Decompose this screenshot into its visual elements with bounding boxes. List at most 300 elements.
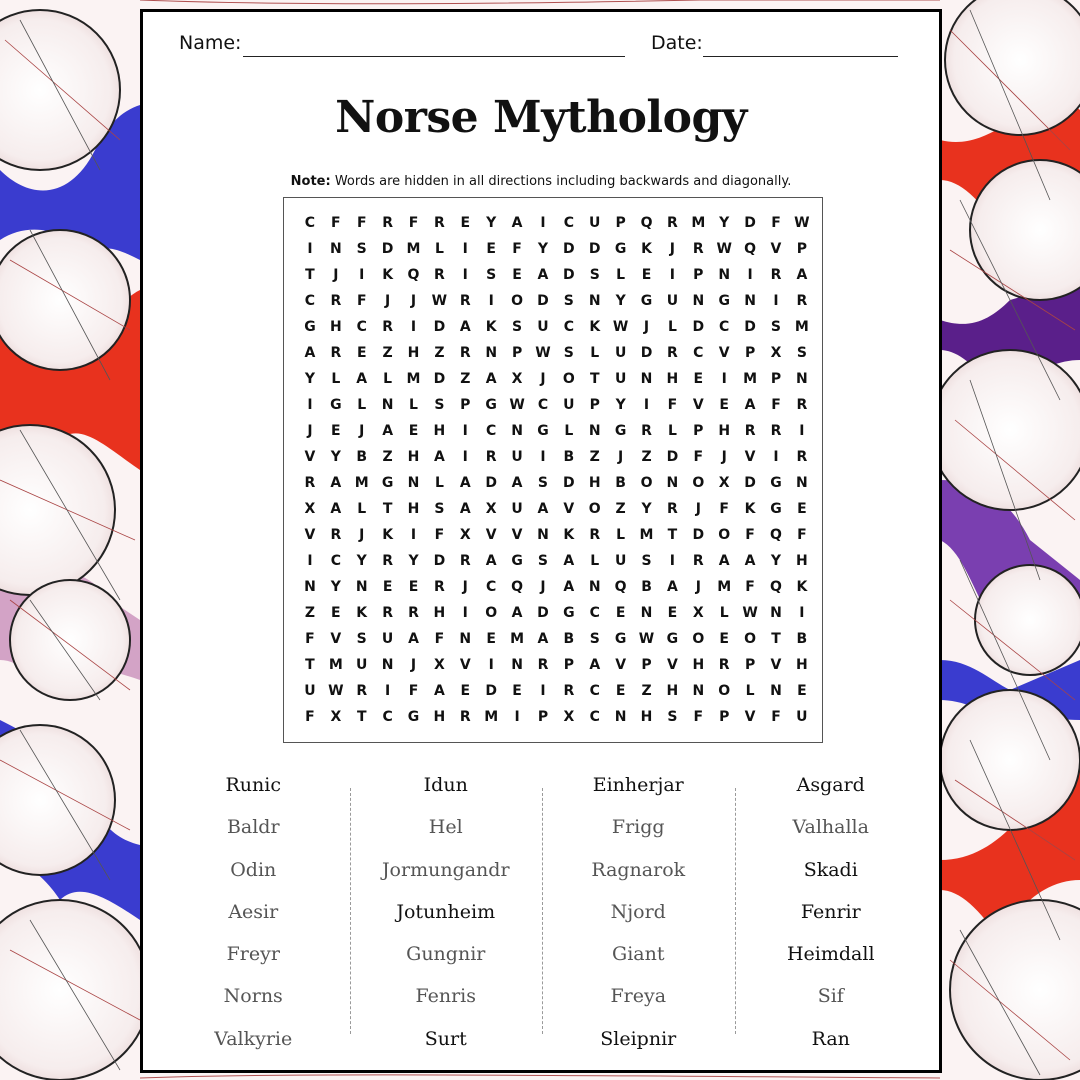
grid-letter[interactable]: V (330, 631, 342, 647)
grid-letter[interactable]: J (643, 319, 650, 335)
grid-letter[interactable]: N (744, 293, 756, 309)
grid-letter[interactable]: M (743, 371, 758, 387)
grid-letter[interactable]: D (692, 319, 705, 335)
grid-letter[interactable]: U (356, 657, 368, 673)
grid-letter[interactable]: F (408, 215, 419, 231)
grid-letter[interactable]: I (462, 267, 468, 283)
grid-letter[interactable]: K (744, 501, 756, 517)
grid-letter[interactable]: R (770, 423, 782, 439)
grid-letter[interactable]: Z (615, 501, 626, 517)
grid-letter[interactable]: E (615, 605, 626, 621)
grid-letter[interactable]: A (433, 449, 445, 465)
grid-letter[interactable]: A (563, 553, 575, 569)
grid-letter[interactable]: K (382, 267, 394, 283)
grid-letter[interactable]: T (771, 631, 781, 647)
grid-letter[interactable]: Y (615, 293, 626, 309)
grid-letter[interactable]: O (718, 683, 731, 699)
grid-letter[interactable]: L (357, 397, 367, 413)
grid-letter[interactable]: J (307, 423, 313, 439)
grid-letter[interactable]: M (354, 475, 369, 491)
grid-letter[interactable]: G (407, 709, 420, 725)
grid-letter[interactable]: S (537, 475, 548, 491)
grid-letter[interactable]: V (459, 657, 471, 673)
grid-letter[interactable]: C (304, 215, 316, 231)
grid-letter[interactable]: R (796, 397, 808, 413)
grid-letter[interactable]: B (356, 449, 368, 465)
grid-letter[interactable]: R (459, 293, 471, 309)
grid-letter[interactable]: G (666, 631, 679, 647)
grid-letter[interactable]: A (459, 475, 471, 491)
grid-letter[interactable]: A (537, 501, 549, 517)
grid-letter[interactable]: G (563, 605, 575, 621)
grid-letter[interactable]: H (433, 605, 446, 621)
grid-letter[interactable]: P (719, 709, 730, 725)
grid-letter[interactable]: R (459, 709, 471, 725)
grid-letter[interactable]: L (745, 683, 755, 699)
grid-letter[interactable]: R (641, 423, 652, 439)
grid-letter[interactable]: U (589, 215, 601, 231)
grid-letter[interactable]: I (462, 605, 468, 621)
grid-letter[interactable]: J (410, 657, 417, 673)
grid-letter[interactable]: V (718, 345, 730, 361)
grid-letter[interactable]: I (669, 267, 676, 283)
grid-letter[interactable]: B (563, 631, 575, 647)
grid-letter[interactable]: Y (641, 501, 652, 517)
grid-letter[interactable]: H (796, 657, 808, 673)
grid-letter[interactable]: Z (382, 345, 393, 361)
grid-letter[interactable]: J (410, 293, 417, 309)
grid-letter[interactable]: P (589, 397, 600, 413)
grid-letter[interactable]: H (796, 553, 808, 569)
grid-letter[interactable]: M (328, 657, 343, 673)
grid-letter[interactable]: J (540, 371, 546, 387)
grid-letter[interactable]: D (537, 605, 549, 621)
grid-letter[interactable]: N (381, 397, 394, 413)
grid-letter[interactable]: L (331, 371, 341, 387)
grid-letter[interactable]: O (718, 527, 731, 543)
grid-letter[interactable]: H (407, 501, 420, 517)
grid-letter[interactable]: R (330, 345, 342, 361)
grid-letter[interactable]: I (514, 709, 520, 725)
grid-letter[interactable]: V (511, 527, 523, 543)
grid-letter[interactable]: R (537, 657, 549, 673)
grid-letter[interactable]: A (330, 475, 342, 491)
grid-letter[interactable]: I (307, 553, 313, 569)
grid-letter[interactable]: T (305, 657, 315, 673)
grid-letter[interactable]: C (563, 215, 574, 231)
grid-letter[interactable]: S (486, 267, 497, 283)
grid-letter[interactable]: Y (770, 553, 782, 569)
grid-letter[interactable]: H (407, 345, 420, 361)
grid-letter[interactable]: T (382, 501, 393, 517)
grid-letter[interactable]: I (799, 423, 805, 439)
grid-letter[interactable]: J (462, 579, 468, 595)
grid-letter[interactable]: I (721, 371, 727, 387)
grid-letter[interactable]: A (537, 267, 549, 283)
grid-letter[interactable]: R (459, 553, 471, 569)
grid-letter[interactable]: I (462, 241, 468, 257)
grid-letter[interactable]: N (666, 475, 679, 491)
grid-letter[interactable]: M (794, 319, 809, 335)
grid-letter[interactable]: F (434, 527, 445, 543)
grid-letter[interactable]: K (356, 605, 368, 621)
grid-letter[interactable]: H (640, 709, 653, 725)
grid-letter[interactable]: Y (719, 215, 730, 231)
grid-letter[interactable]: G (381, 475, 394, 491)
grid-letter[interactable]: A (408, 631, 419, 647)
grid-letter[interactable]: R (718, 657, 730, 673)
grid-letter[interactable]: K (382, 527, 394, 543)
grid-letter[interactable]: V (744, 709, 756, 725)
grid-letter[interactable]: S (356, 241, 367, 257)
grid-letter[interactable]: E (460, 683, 471, 699)
grid-letter[interactable]: N (588, 423, 601, 439)
grid-letter[interactable]: E (615, 683, 626, 699)
grid-letter[interactable]: N (770, 605, 782, 621)
grid-letter[interactable]: V (666, 657, 678, 673)
grid-letter[interactable]: R (770, 267, 782, 283)
name-field[interactable] (243, 56, 625, 57)
grid-letter[interactable]: S (356, 631, 367, 647)
grid-letter[interactable]: P (744, 657, 756, 673)
grid-letter[interactable]: H (692, 657, 705, 673)
grid-letter[interactable]: E (331, 605, 341, 621)
grid-letter[interactable]: O (562, 371, 575, 387)
grid-letter[interactable]: J (695, 579, 701, 595)
grid-letter[interactable]: F (434, 631, 445, 647)
grid-letter[interactable]: F (356, 293, 367, 309)
grid-letter[interactable]: S (434, 397, 445, 413)
grid-letter[interactable]: Q (744, 241, 757, 257)
grid-letter[interactable]: X (511, 371, 523, 387)
grid-letter[interactable]: J (385, 293, 391, 309)
grid-letter[interactable]: Q (640, 215, 653, 231)
grid-letter[interactable]: J (359, 423, 365, 439)
grid-letter[interactable]: D (381, 241, 394, 257)
grid-letter[interactable]: V (563, 501, 575, 517)
grid-letter[interactable]: I (643, 397, 650, 413)
grid-letter[interactable]: R (563, 683, 575, 699)
grid-letter[interactable]: E (512, 683, 522, 699)
grid-letter[interactable]: E (719, 397, 729, 413)
grid-letter[interactable]: H (588, 475, 601, 491)
grid-letter[interactable]: O (588, 501, 601, 517)
grid-letter[interactable]: K (641, 241, 652, 257)
grid-letter[interactable]: S (563, 293, 574, 309)
grid-letter[interactable]: A (304, 345, 316, 361)
grid-letter[interactable]: Y (408, 553, 419, 569)
grid-letter[interactable]: O (485, 605, 498, 621)
grid-letter[interactable]: P (744, 345, 756, 361)
grid-letter[interactable]: C (486, 579, 497, 595)
grid-letter[interactable]: E (486, 241, 496, 257)
grid-letter[interactable]: U (381, 631, 394, 647)
grid-letter[interactable]: D (433, 371, 446, 387)
grid-letter[interactable]: F (771, 397, 781, 413)
grid-letter[interactable]: P (537, 709, 549, 725)
grid-letter[interactable]: A (589, 657, 601, 673)
grid-letter[interactable]: D (692, 527, 705, 543)
grid-letter[interactable]: I (540, 215, 546, 231)
grid-letter[interactable]: U (796, 709, 808, 725)
grid-letter[interactable]: G (614, 423, 627, 439)
grid-letter[interactable]: U (666, 293, 679, 309)
grid-letter[interactable]: D (744, 319, 756, 335)
grid-letter[interactable]: Y (486, 215, 497, 231)
grid-letter[interactable]: E (797, 683, 807, 699)
grid-letter[interactable]: N (511, 657, 523, 673)
grid-letter[interactable]: A (744, 397, 756, 413)
grid-letter[interactable]: A (744, 553, 756, 569)
grid-letter[interactable]: Y (330, 449, 341, 465)
grid-letter[interactable]: R (667, 345, 678, 361)
grid-letter[interactable]: I (540, 683, 546, 699)
grid-letter[interactable]: O (744, 631, 757, 647)
grid-letter[interactable]: L (719, 605, 729, 621)
grid-letter[interactable]: F (745, 579, 755, 595)
grid-letter[interactable]: F (693, 449, 704, 465)
grid-letter[interactable]: H (666, 683, 679, 699)
grid-letter[interactable]: M (717, 579, 732, 595)
grid-letter[interactable]: N (718, 267, 731, 283)
grid-letter[interactable]: J (618, 449, 624, 465)
grid-letter[interactable]: H (433, 709, 446, 725)
grid-letter[interactable]: X (459, 527, 471, 543)
grid-letter[interactable]: R (382, 605, 393, 621)
grid-letter[interactable]: V (615, 657, 627, 673)
grid-letter[interactable]: I (307, 241, 313, 257)
grid-letter[interactable]: S (537, 553, 548, 569)
grid-letter[interactable]: R (330, 527, 342, 543)
grid-letter[interactable]: S (589, 267, 600, 283)
grid-letter[interactable]: Y (330, 579, 341, 595)
grid-letter[interactable]: E (797, 501, 807, 517)
grid-letter[interactable]: G (485, 397, 497, 413)
grid-letter[interactable]: A (330, 501, 342, 517)
grid-letter[interactable]: V (485, 527, 497, 543)
grid-letter[interactable]: U (614, 345, 627, 361)
grid-letter[interactable]: D (433, 553, 446, 569)
grid-letter[interactable]: U (511, 501, 523, 517)
grid-letter[interactable]: A (511, 215, 523, 231)
grid-letter[interactable]: A (459, 319, 471, 335)
grid-letter[interactable]: L (667, 423, 677, 439)
grid-letter[interactable]: T (589, 371, 600, 387)
grid-letter[interactable]: C (719, 319, 730, 335)
grid-letter[interactable]: N (640, 371, 653, 387)
grid-letter[interactable]: Q (770, 527, 782, 543)
grid-letter[interactable]: G (640, 293, 653, 309)
grid-letter[interactable]: L (409, 397, 418, 413)
grid-letter[interactable]: N (770, 683, 782, 699)
grid-letter[interactable]: A (459, 501, 471, 517)
grid-letter[interactable]: D (537, 293, 549, 309)
grid-letter[interactable]: V (744, 449, 756, 465)
grid-letter[interactable]: U (614, 553, 627, 569)
grid-letter[interactable]: L (616, 267, 626, 283)
grid-letter[interactable]: W (431, 293, 448, 309)
grid-letter[interactable]: R (382, 215, 393, 231)
grid-letter[interactable]: S (796, 345, 807, 361)
grid-letter[interactable]: B (796, 631, 808, 647)
grid-letter[interactable]: P (511, 345, 523, 361)
grid-letter[interactable]: X (330, 709, 342, 725)
grid-letter[interactable]: Z (641, 449, 652, 465)
grid-letter[interactable]: F (667, 397, 678, 413)
grid-letter[interactable]: E (460, 215, 471, 231)
grid-letter[interactable]: R (382, 319, 393, 335)
grid-letter[interactable]: P (770, 371, 782, 387)
grid-letter[interactable]: F (693, 709, 704, 725)
grid-letter[interactable]: L (590, 345, 600, 361)
grid-letter[interactable]: N (692, 293, 705, 309)
grid-letter[interactable]: E (719, 631, 729, 647)
grid-letter[interactable]: L (616, 527, 626, 543)
grid-letter[interactable]: C (537, 397, 549, 413)
grid-letter[interactable]: R (434, 267, 445, 283)
grid-letter[interactable]: I (462, 449, 468, 465)
grid-letter[interactable]: C (589, 709, 600, 725)
grid-letter[interactable]: P (641, 657, 652, 673)
grid-letter[interactable]: U (304, 683, 316, 699)
grid-letter[interactable]: X (718, 475, 730, 491)
grid-letter[interactable]: N (485, 345, 498, 361)
grid-letter[interactable]: R (408, 605, 419, 621)
grid-letter[interactable]: U (614, 371, 627, 387)
grid-letter[interactable]: W (638, 631, 655, 647)
grid-letter[interactable]: J (669, 241, 676, 257)
grid-letter[interactable]: X (692, 605, 704, 621)
grid-letter[interactable]: R (356, 683, 368, 699)
grid-letter[interactable]: D (563, 267, 575, 283)
grid-letter[interactable]: F (512, 241, 522, 257)
grid-letter[interactable]: G (537, 423, 549, 439)
grid-letter[interactable]: D (563, 241, 575, 257)
grid-letter[interactable]: N (304, 579, 316, 595)
grid-letter[interactable]: A (563, 579, 575, 595)
grid-letter[interactable]: Z (434, 345, 445, 361)
grid-letter[interactable]: Q (407, 267, 420, 283)
grid-letter[interactable]: P (796, 241, 807, 257)
grid-letter[interactable]: Y (304, 371, 316, 387)
grid-letter[interactable]: Y (537, 241, 549, 257)
grid-letter[interactable]: I (540, 449, 546, 465)
grid-letter[interactable]: T (305, 267, 315, 283)
grid-letter[interactable]: E (382, 579, 393, 595)
grid-letter[interactable]: I (799, 605, 805, 621)
grid-letter[interactable]: E (512, 267, 522, 283)
grid-letter[interactable]: M (484, 709, 499, 725)
grid-letter[interactable]: Z (304, 605, 316, 621)
grid-letter[interactable]: A (511, 605, 523, 621)
grid-letter[interactable]: O (511, 293, 524, 309)
grid-letter[interactable]: O (692, 631, 705, 647)
grid-letter[interactable]: E (356, 345, 367, 361)
grid-letter[interactable]: J (359, 527, 365, 543)
grid-letter[interactable]: F (771, 709, 781, 725)
grid-letter[interactable]: H (666, 371, 679, 387)
grid-letter[interactable]: E (667, 605, 678, 621)
grid-letter[interactable]: Q (614, 579, 627, 595)
grid-letter[interactable]: L (434, 475, 444, 491)
grid-letter[interactable]: W (612, 319, 629, 335)
grid-letter[interactable]: C (304, 293, 316, 309)
grid-letter[interactable]: E (408, 579, 419, 595)
grid-letter[interactable]: D (563, 475, 575, 491)
grid-letter[interactable]: W (509, 397, 525, 413)
grid-letter[interactable]: R (692, 241, 704, 257)
grid-letter[interactable]: J (540, 579, 546, 595)
grid-letter[interactable]: R (692, 553, 704, 569)
grid-letter[interactable]: C (382, 709, 393, 725)
grid-letter[interactable]: N (614, 709, 627, 725)
grid-letter[interactable]: I (488, 657, 494, 673)
grid-letter[interactable]: F (356, 215, 367, 231)
grid-letter[interactable]: R (667, 215, 678, 231)
grid-letter[interactable]: U (537, 319, 549, 335)
grid-letter[interactable]: K (485, 319, 497, 335)
grid-letter[interactable]: F (719, 501, 729, 517)
grid-letter[interactable]: R (434, 579, 445, 595)
grid-letter[interactable]: M (639, 527, 654, 543)
grid-letter[interactable]: G (614, 241, 627, 257)
grid-letter[interactable]: L (667, 319, 677, 335)
grid-letter[interactable]: F (745, 527, 755, 543)
grid-letter[interactable]: F (305, 631, 315, 647)
grid-letter[interactable]: K (796, 579, 808, 595)
grid-letter[interactable]: R (796, 293, 808, 309)
grid-letter[interactable]: N (407, 475, 420, 491)
grid-letter[interactable]: C (330, 553, 341, 569)
grid-letter[interactable]: D (640, 345, 653, 361)
grid-letter[interactable]: M (406, 241, 421, 257)
grid-letter[interactable]: F (797, 527, 807, 543)
grid-letter[interactable]: D (433, 319, 446, 335)
grid-letter[interactable]: U (563, 397, 575, 413)
grid-letter[interactable]: O (640, 475, 653, 491)
grid-letter[interactable]: G (718, 293, 730, 309)
grid-letter[interactable]: I (488, 293, 494, 309)
grid-letter[interactable]: I (307, 397, 313, 413)
grid-letter[interactable]: A (382, 423, 394, 439)
grid-letter[interactable]: F (771, 215, 781, 231)
grid-letter[interactable]: H (407, 449, 420, 465)
grid-letter[interactable]: I (359, 267, 365, 283)
grid-letter[interactable]: F (305, 709, 315, 725)
grid-letter[interactable]: L (434, 241, 444, 257)
grid-letter[interactable]: P (563, 657, 574, 673)
grid-letter[interactable]: I (462, 423, 468, 439)
grid-letter[interactable]: G (770, 501, 782, 517)
grid-letter[interactable]: X (485, 501, 497, 517)
grid-letter[interactable]: H (433, 423, 446, 439)
grid-letter[interactable]: N (511, 423, 523, 439)
grid-letter[interactable]: A (718, 553, 730, 569)
grid-letter[interactable]: A (511, 475, 523, 491)
grid-letter[interactable]: N (355, 579, 368, 595)
grid-letter[interactable]: D (485, 475, 497, 491)
grid-letter[interactable]: R (382, 553, 393, 569)
grid-letter[interactable]: W (328, 683, 344, 699)
grid-letter[interactable]: S (563, 345, 574, 361)
grid-letter[interactable]: H (718, 423, 731, 439)
grid-letter[interactable]: B (563, 449, 575, 465)
grid-letter[interactable]: D (744, 475, 756, 491)
grid-letter[interactable]: Y (615, 397, 626, 413)
grid-letter[interactable]: N (329, 241, 342, 257)
grid-letter[interactable]: N (796, 371, 808, 387)
grid-letter[interactable]: I (410, 527, 417, 543)
